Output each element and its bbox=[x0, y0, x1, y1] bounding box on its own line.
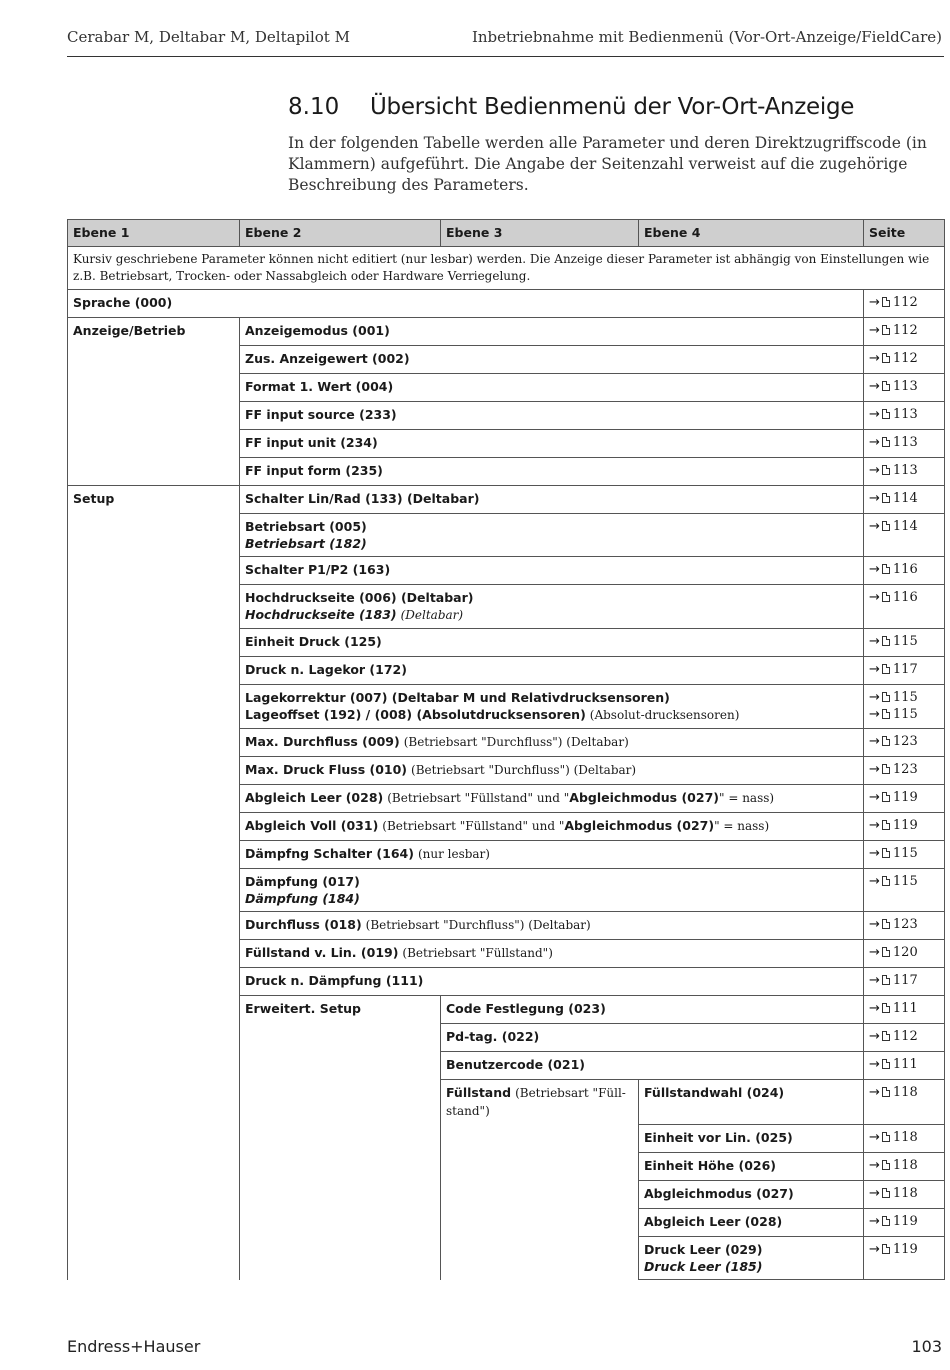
arrow-icon: → bbox=[869, 762, 880, 777]
param-druck-leer: Druck Leer (029) Druck Leer (185) bbox=[639, 1237, 864, 1280]
arrow-icon: → bbox=[869, 407, 880, 422]
arrow-icon: → bbox=[869, 1186, 880, 1201]
param-lagekorrektur: Lagekorrektur (007) (Deltabar M und Relativdrucksensoren) Lageoffset (192) / (008) (Absolutdrucksensoren) (Absolut-drucksensoren) bbox=[240, 685, 864, 729]
arrow-icon: → bbox=[869, 846, 880, 861]
arrow-icon: → bbox=[869, 634, 880, 649]
arrow-icon: → bbox=[869, 690, 880, 705]
col-header-ebene2: Ebene 2 bbox=[240, 220, 441, 247]
page-ref: → 115 bbox=[864, 841, 945, 869]
param-zus-anzeigewert: Zus. Anzeigewert (002) bbox=[240, 346, 864, 374]
page-ref: → 113 bbox=[864, 402, 945, 430]
document-icon bbox=[882, 820, 890, 830]
param-format-wert: Format 1. Wert (004) bbox=[240, 374, 864, 402]
document-icon bbox=[882, 381, 890, 391]
param-abgleichmodus: Abgleichmodus (027) bbox=[639, 1181, 864, 1209]
arrow-icon: → bbox=[869, 1085, 880, 1100]
document-icon bbox=[882, 947, 890, 957]
page-ref: → 112 bbox=[864, 346, 945, 374]
param-benutzercode: Benutzercode (021) bbox=[441, 1052, 864, 1080]
menu-overview-table bbox=[67, 219, 945, 1280]
page-ref: → 115 → 115 bbox=[864, 685, 945, 729]
document-icon bbox=[882, 792, 890, 802]
param-fuellstand-v-lin: Füllstand v. Lin. (019) (Betriebsart "Füllstand") bbox=[240, 940, 864, 968]
arrow-icon: → bbox=[869, 1001, 880, 1016]
arrow-icon: → bbox=[869, 491, 880, 506]
document-icon bbox=[882, 1244, 890, 1254]
arrow-icon: → bbox=[869, 1158, 880, 1173]
section-number: 8.10 bbox=[288, 94, 340, 120]
param-daempfung: Dämpfung (017) Dämpfung (184) bbox=[240, 869, 864, 912]
group-fuellstand: Füllstand (Betriebsart "Füll-stand") bbox=[441, 1080, 639, 1280]
page-ref: → 116 bbox=[864, 557, 945, 585]
document-icon bbox=[882, 465, 890, 475]
page-ref: → 117 bbox=[864, 968, 945, 996]
arrow-icon: → bbox=[869, 874, 880, 889]
param-druck-n-daempfung: Druck n. Dämpfung (111) bbox=[240, 968, 864, 996]
arrow-icon: → bbox=[869, 945, 880, 960]
page-ref: → 113 bbox=[864, 374, 945, 402]
arrow-icon: → bbox=[869, 662, 880, 677]
param-sprache: Sprache (000) bbox=[68, 290, 864, 318]
arrow-icon: → bbox=[869, 435, 880, 450]
page-ref: → 118 bbox=[864, 1153, 945, 1181]
param-max-druck-fluss: Max. Druck Fluss (010) (Betriebsart "Durchfluss") (Deltabar) bbox=[240, 757, 864, 785]
table-note: Kursiv geschriebene Parameter können nicht editiert (nur lesbar) werden. Die Anzeige dieser Parameter ist abhängig von Einstellungen wie z.B. Betriebsart, Trocken- oder Nassabgleich oder Hardware Verriegelung. bbox=[68, 247, 945, 290]
document-icon bbox=[882, 592, 890, 602]
arrow-icon: → bbox=[869, 519, 880, 534]
arrow-icon: → bbox=[869, 818, 880, 833]
header-rule bbox=[67, 56, 944, 57]
col-header-seite: Seite bbox=[864, 220, 945, 247]
param-ff-input-source: FF input source (233) bbox=[240, 402, 864, 430]
param-code-festlegung: Code Festlegung (023) bbox=[441, 996, 864, 1024]
page-ref: → 115 bbox=[864, 629, 945, 657]
page-ref: → 119 bbox=[864, 813, 945, 841]
page-ref: → 120 bbox=[864, 940, 945, 968]
page-ref: → 111 bbox=[864, 1052, 945, 1080]
arrow-icon: → bbox=[869, 917, 880, 932]
page-ref: → 118 bbox=[864, 1181, 945, 1209]
table-note-row bbox=[68, 247, 945, 290]
arrow-icon: → bbox=[869, 1130, 880, 1145]
document-icon bbox=[882, 1160, 890, 1170]
document-icon bbox=[882, 1216, 890, 1226]
page-ref: → 118 bbox=[864, 1080, 945, 1125]
param-abgleich-leer-fuellstand: Abgleich Leer (028) bbox=[639, 1209, 864, 1237]
arrow-icon: → bbox=[869, 790, 880, 805]
param-hochdruckseite: Hochdruckseite (006) (Deltabar) Hochdruckseite (183) (Deltabar) bbox=[240, 585, 864, 629]
page-ref: → 117 bbox=[864, 657, 945, 685]
group-erweitert-setup: Erweitert. Setup bbox=[240, 996, 441, 1280]
document-icon bbox=[882, 709, 890, 719]
document-icon bbox=[882, 919, 890, 929]
arrow-icon: → bbox=[869, 562, 880, 577]
document-icon bbox=[882, 493, 890, 503]
page-ref: → 114 bbox=[864, 514, 945, 557]
document-icon bbox=[882, 1087, 890, 1097]
running-header-chapter: Inbetriebnahme mit Bedienmenü (Vor-Ort-Anzeige/FieldCare) bbox=[471, 28, 942, 46]
arrow-icon: → bbox=[869, 463, 880, 478]
page-ref: → 119 bbox=[864, 1237, 945, 1280]
param-schalter-lin-rad: Schalter Lin/Rad (133) (Deltabar) bbox=[240, 486, 864, 514]
arrow-icon: → bbox=[869, 1242, 880, 1257]
param-abgleich-leer: Abgleich Leer (028) (Betriebsart "Füllstand" und "Abgleichmodus (027)" = nass) bbox=[240, 785, 864, 813]
arrow-icon: → bbox=[869, 351, 880, 366]
footer-brand: Endress+Hauser bbox=[67, 1337, 201, 1356]
table-header-row bbox=[68, 220, 945, 247]
param-betriebsart: Betriebsart (005) Betriebsart (182) bbox=[240, 514, 864, 557]
page-ref: → 111 bbox=[864, 996, 945, 1024]
arrow-icon: → bbox=[869, 1057, 880, 1072]
page-ref: → 116 bbox=[864, 585, 945, 629]
col-header-ebene3: Ebene 3 bbox=[441, 220, 639, 247]
footer-page-number: 103 bbox=[911, 1337, 942, 1356]
page-ref: → 123 bbox=[864, 912, 945, 940]
document-icon bbox=[882, 521, 890, 531]
document-icon bbox=[882, 1059, 890, 1069]
document-icon bbox=[882, 297, 890, 307]
arrow-icon: → bbox=[869, 734, 880, 749]
param-max-durchfluss: Max. Durchfluss (009) (Betriebsart "Durchfluss") (Deltabar) bbox=[240, 729, 864, 757]
param-ff-input-form: FF input form (235) bbox=[240, 458, 864, 486]
document-icon bbox=[882, 1132, 890, 1142]
page-ref: → 115 bbox=[864, 869, 945, 912]
document-icon bbox=[882, 692, 890, 702]
document-icon bbox=[882, 664, 890, 674]
table-row bbox=[68, 318, 945, 346]
arrow-icon: → bbox=[869, 1214, 880, 1229]
page-ref: → 112 bbox=[864, 318, 945, 346]
param-einheit-druck: Einheit Druck (125) bbox=[240, 629, 864, 657]
document-icon bbox=[882, 437, 890, 447]
group-setup: Setup bbox=[68, 486, 240, 1280]
document-icon bbox=[882, 876, 890, 886]
page-ref: → 113 bbox=[864, 458, 945, 486]
param-druck-lagekor: Druck n. Lagekor (172) bbox=[240, 657, 864, 685]
page-ref: → 114 bbox=[864, 486, 945, 514]
arrow-icon: → bbox=[869, 590, 880, 605]
document-icon bbox=[882, 736, 890, 746]
arrow-icon: → bbox=[869, 323, 880, 338]
document-icon bbox=[882, 1003, 890, 1013]
arrow-icon: → bbox=[869, 973, 880, 988]
page-ref: → 119 bbox=[864, 1209, 945, 1237]
group-anzeige-betrieb: Anzeige/Betrieb bbox=[68, 318, 240, 486]
arrow-icon: → bbox=[869, 379, 880, 394]
page-ref: → 113 bbox=[864, 430, 945, 458]
page-ref: → 123 bbox=[864, 729, 945, 757]
arrow-icon: → bbox=[869, 1029, 880, 1044]
document-icon bbox=[882, 764, 890, 774]
document-icon bbox=[882, 353, 890, 363]
document-icon bbox=[882, 409, 890, 419]
param-fuellstandwahl: Füllstandwahl (024) bbox=[639, 1080, 864, 1125]
param-einheit-hoehe: Einheit Höhe (026) bbox=[639, 1153, 864, 1181]
running-header-product: Cerabar M, Deltabar M, Deltapilot M bbox=[67, 28, 350, 46]
document-icon bbox=[882, 636, 890, 646]
document-icon bbox=[882, 975, 890, 985]
document-icon bbox=[882, 564, 890, 574]
page-ref: → 119 bbox=[864, 785, 945, 813]
param-pd-tag: Pd-tag. (022) bbox=[441, 1024, 864, 1052]
page-ref: → 112 bbox=[864, 290, 945, 318]
col-header-ebene4: Ebene 4 bbox=[639, 220, 864, 247]
document-icon bbox=[882, 325, 890, 335]
page-ref: → 118 bbox=[864, 1125, 945, 1153]
section-intro: In der folgenden Tabelle werden alle Parameter und deren Direktzugriffscode (in Klammern) aufgeführt. Die Angabe der Seitenzahl verweist auf die zugehörige Beschreibung des Parameters. bbox=[288, 134, 927, 194]
page-ref: → 112 bbox=[864, 1024, 945, 1052]
arrow-icon: → bbox=[869, 295, 880, 310]
param-einheit-vor-lin: Einheit vor Lin. (025) bbox=[639, 1125, 864, 1153]
param-durchfluss: Durchfluss (018) (Betriebsart "Durchfluss") (Deltabar) bbox=[240, 912, 864, 940]
col-header-ebene1: Ebene 1 bbox=[68, 220, 240, 247]
document-icon bbox=[882, 1031, 890, 1041]
table-row bbox=[68, 486, 945, 514]
page-ref: → 123 bbox=[864, 757, 945, 785]
param-anzeigemodus: Anzeigemodus (001) bbox=[240, 318, 864, 346]
section-title: Übersicht Bedienmenü der Vor-Ort-Anzeige bbox=[370, 94, 855, 120]
param-daempfng-schalter: Dämpfng Schalter (164) (nur lesbar) bbox=[240, 841, 864, 869]
table-row bbox=[68, 290, 945, 318]
param-abgleich-voll: Abgleich Voll (031) (Betriebsart "Füllstand" und "Abgleichmodus (027)" = nass) bbox=[240, 813, 864, 841]
document-icon bbox=[882, 848, 890, 858]
arrow-icon: → bbox=[869, 707, 880, 722]
param-schalter-p1-p2: Schalter P1/P2 (163) bbox=[240, 557, 864, 585]
document-icon bbox=[882, 1188, 890, 1198]
param-ff-input-unit: FF input unit (234) bbox=[240, 430, 864, 458]
